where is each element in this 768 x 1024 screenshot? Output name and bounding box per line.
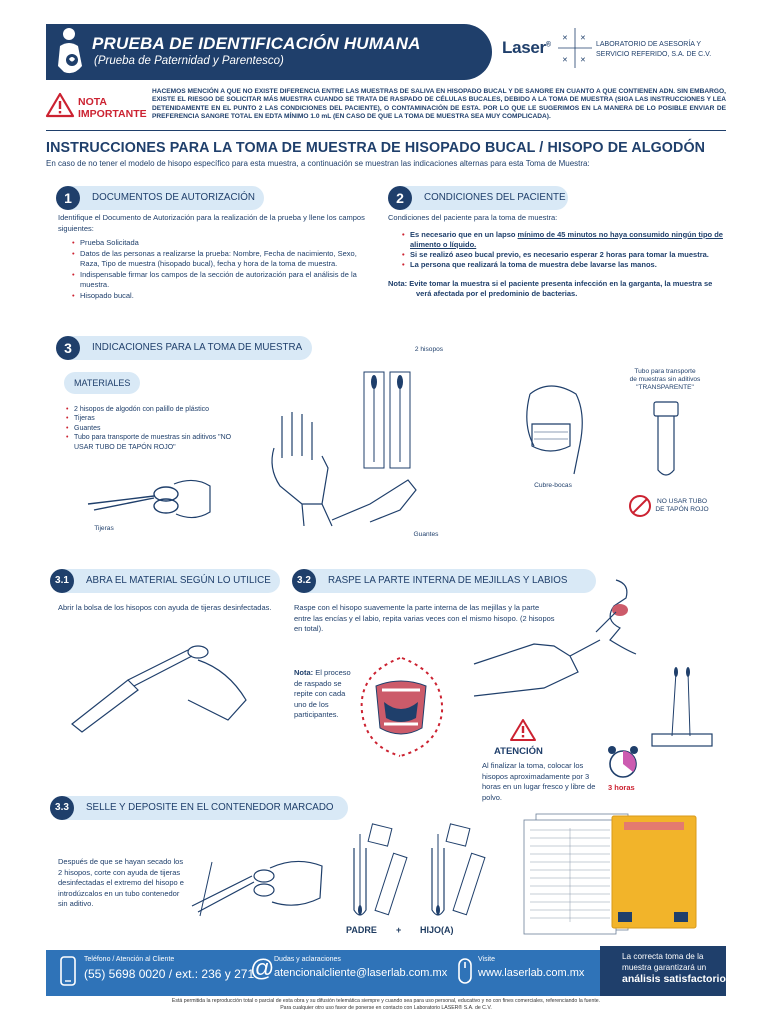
swabs-drying-icon bbox=[650, 666, 716, 750]
step33-text: Después de que se hayan secado los 2 hisopos, corte con ayuda de tijeras desinfectadas el extremo del hisopo e introdúzcalos en un tubo contenedor sin aditivo. bbox=[58, 857, 184, 908]
step2-title: CONDICIONES DEL PACIENTE bbox=[392, 186, 568, 210]
opening-bag-icon bbox=[68, 640, 258, 734]
step32-title: RASPE LA PARTE INTERNA DE MEJILLAS Y LABIOS bbox=[296, 569, 596, 593]
list-item: • 2 hisopos de algodón con palillo de plástico bbox=[62, 405, 252, 414]
svg-text:✕: ✕ bbox=[580, 35, 586, 42]
step1-intro: Identifique el Documento de Autorización para la realización de la prueba y llene los campos siguientes: bbox=[58, 213, 365, 233]
step1-list bbox=[68, 238, 378, 301]
step31-number: 3.1 bbox=[50, 569, 74, 593]
specimen-tube-child-icon bbox=[418, 824, 498, 924]
hours-label: 3 horas bbox=[608, 783, 635, 792]
email-link[interactable]: atencionalcliente@laserlab.com.mx bbox=[274, 967, 448, 979]
alarm-clock-icon bbox=[606, 744, 640, 780]
face-profile-icon bbox=[596, 576, 658, 656]
label-child: HIJO(A) bbox=[420, 925, 454, 935]
mask-face-icon bbox=[520, 384, 590, 476]
envelope-icon bbox=[610, 814, 698, 930]
cutting-swab-icon bbox=[192, 832, 328, 918]
note-text: HACEMOS MENCIÓN A QUE NO EXISTE DIFERENCIA ENTRE LAS MUESTRAS DE SALIVA EN HISOPADO BUCAL Y DE SANGRE EN CUANTO A QUE CONTIENEN ADN. SIN EMBARGO, EXISTE EL RIESGO DE SOLICITAR MÁS MUESTRA CUANDO SE TRATA DE RASPADO DE CÉLULAS BUCALES, DEBIDO A LA TOMA DE MUESTRA (SIGA LAS INSTRUCCIONES Y LEA DETENIDAMENTE EN EL PUNTO 2 LAS CONDICIONES DEL PACIENTE), O CONTAMINACIÓN DE ESTA. POR LO QUE LE SUGERIMOS EN LA MANERA DE LO POSIBLE ENVIAR DE PREFERENCIA SANGRE TOTAL EN EDTA MÍNIMO 1.0 mL (EN CASO DE QUE LA TOMA DE MUESTRA SEA MUY COMPLICADA). bbox=[152, 88, 726, 120]
materials-list bbox=[62, 405, 252, 452]
prohibited-icon bbox=[628, 494, 652, 518]
phone-number[interactable]: (55) 5698 0020 / ext.: 236 y 271 bbox=[84, 967, 255, 981]
legal-text: Está permitida la reproducción total o parcial de esta obra y su difusión telemática siempre y cuando sea para uso personal, educativo y no con fines comerciales, referenciando la fuente. Para cualquier otro uso favor de ponerse en contacto con Laboratorio LASER® S.A. de C.V. bbox=[171, 998, 601, 1011]
list-item: • La persona que realizará la toma de muestra debe lavarse las manos. bbox=[398, 260, 724, 270]
materials-title: MATERIALES bbox=[64, 372, 140, 394]
step32-note: Nota: El proceso de raspado se repite con cada uno de los participantes. bbox=[294, 668, 351, 719]
list-item: • Si se realizó aseo bucal previo, es necesario esperar 2 horas para tomar la muestra. bbox=[398, 250, 724, 260]
specimen-tube-father-icon bbox=[340, 824, 420, 924]
main-title: INSTRUCCIONES PARA LA TOMA DE MUESTRA DE HISOPADO BUCAL / HISOPO DE ALGODÓN bbox=[46, 140, 706, 156]
phone-icon bbox=[60, 956, 76, 986]
step1-title: DOCUMENTOS DE AUTORIZACIÓN bbox=[60, 186, 264, 210]
step32-text: Raspe con el hisopo suavemente la parte interna de las mejillas y la parte entre las encías y el labio, repita varias veces con el mismo hisopo. (2 hisopos en total). bbox=[294, 603, 555, 633]
step2-note: Nota: Evite tomar la muestra si el paciente presenta infección en la garganta, la muestra se verá afectada por el predominio de bacterias. bbox=[388, 278, 713, 298]
step3-number: 3 bbox=[56, 336, 80, 360]
scissors-icon bbox=[84, 474, 214, 524]
logo-star-icon bbox=[558, 28, 592, 68]
email-icon: @ bbox=[250, 955, 275, 982]
note-label: NOTA IMPORTANTE bbox=[78, 96, 147, 120]
step32-number: 3.2 bbox=[292, 569, 316, 593]
warning-icon bbox=[46, 92, 74, 118]
glove-icon bbox=[330, 470, 420, 528]
list-item: • Prueba Solicitada bbox=[68, 238, 378, 249]
mouth-diagram-icon bbox=[356, 656, 446, 758]
svg-text:✕: ✕ bbox=[562, 35, 568, 42]
pregnant-woman-icon bbox=[52, 26, 88, 78]
step1-body bbox=[58, 213, 378, 301]
step3-title: INDICACIONES PARA LA TOMA DE MUESTRA bbox=[60, 336, 312, 360]
phone-title: Teléfono / Atención al Cliente bbox=[84, 956, 175, 963]
label-father: PADRE bbox=[346, 925, 377, 935]
logo-text: Laser® bbox=[502, 38, 551, 57]
list-item: • Tubo para transporte de muestras sin aditivos "NO USAR TUBO DE TAPÓN ROJO" bbox=[62, 433, 252, 452]
list-item: • Es necesario que en un lapso mínimo de 45 minutos no haya consumido ningún tipo de alimento o líquido. bbox=[398, 230, 724, 250]
list-item: • Indispensable firmar los campos de la sección de autorización para el análisis de la muestra. bbox=[68, 270, 378, 291]
email-title: Dudas y aclaraciones bbox=[274, 956, 341, 963]
step2-number: 2 bbox=[388, 186, 412, 210]
list-item: • Guantes bbox=[62, 424, 252, 433]
svg-text:✕: ✕ bbox=[580, 57, 586, 64]
lab-name: LABORATORIO DE ASESORÍA Y SERVICIO REFERIDO, S.A. DE C.V. bbox=[596, 41, 712, 58]
step31-title: ABRA EL MATERIAL SEGÚN LO UTILICE bbox=[54, 569, 280, 593]
label-gloves: Guantes bbox=[413, 531, 439, 538]
label-mask: Cubre-bocas bbox=[534, 482, 572, 489]
swab-pack-icon bbox=[362, 370, 414, 470]
label-scissors: Tijeras bbox=[94, 525, 114, 532]
step2-intro: Condiciones del paciente para la toma de muestra: bbox=[388, 213, 558, 222]
list-item: • Hisopado bucal. bbox=[68, 291, 378, 302]
label-plus: + bbox=[396, 925, 402, 935]
attention-text: Al finalizar la toma, colocar los hisopos aproximadamente por 3 horas en un lugar fresco y libre de polvo. bbox=[482, 761, 596, 802]
step2-body bbox=[388, 213, 724, 299]
mouse-icon bbox=[458, 958, 472, 984]
list-item: • Tijeras bbox=[62, 414, 252, 423]
step1-number: 1 bbox=[56, 186, 80, 210]
divider bbox=[46, 130, 726, 131]
web-title: Visite bbox=[478, 956, 495, 963]
tube-icon bbox=[646, 400, 686, 480]
header-banner bbox=[46, 24, 492, 80]
step33-number: 3.3 bbox=[50, 796, 74, 820]
header-subtitle: (Prueba de Paternidad y Parentesco) bbox=[94, 55, 284, 67]
attention-title: ATENCIÓN bbox=[494, 746, 543, 757]
label-swabs: 2 hisopos bbox=[414, 346, 444, 353]
svg-text:✕: ✕ bbox=[562, 57, 568, 64]
step31-text: Abrir la bolsa de los hisopos con ayuda de tijeras desinfectadas. bbox=[58, 603, 272, 612]
label-tube: Tubo para transporte de muestras sin aditivos "TRANSPARENTE" bbox=[629, 368, 701, 391]
attention-warning-icon bbox=[510, 718, 536, 742]
label-no-red-tube: NO USAR TUBO DE TAPÓN ROJO bbox=[655, 498, 709, 513]
list-item: • Datos de las personas a realizarse la prueba: Nombre, Fecha de nacimiento, Sexo, Raza, Tipo de muestra (hisopado bucal), fecha y hora de la toma de muestra. bbox=[68, 249, 378, 270]
web-link[interactable]: www.laserlab.com.mx bbox=[478, 967, 585, 979]
step33-title: SELLE Y DEPOSITE EN EL CONTENEDOR MARCADO bbox=[54, 796, 348, 820]
header-title: PRUEBA DE IDENTIFICACIÓN HUMANA bbox=[92, 34, 421, 53]
hand-swab-icon bbox=[474, 636, 604, 700]
main-subtitle: En caso de no tener el modelo de hisopo específico para esta muestra, a continuación se muestran las indicaciones alternas para esta Toma de Muestra: bbox=[46, 159, 590, 168]
footer-cta: La correcta toma de la muestra garantizará un análisis satisfactorio bbox=[622, 952, 726, 985]
step2-list bbox=[398, 230, 724, 270]
